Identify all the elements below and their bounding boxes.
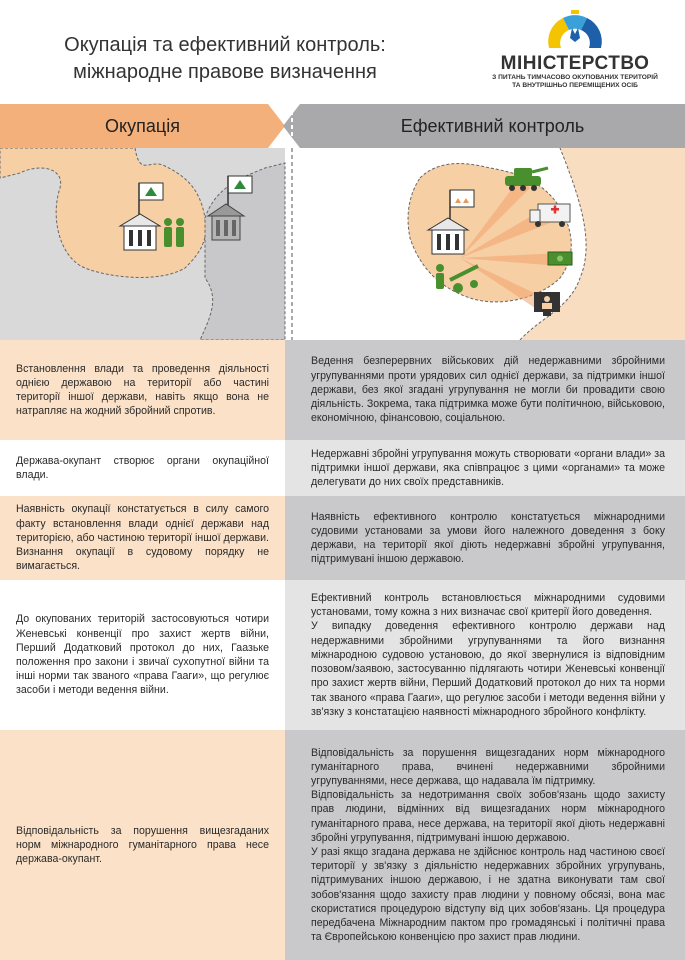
ministry-subtitle-2: ТА ВНУТРІШНЬО ПЕРЕМІЩЕНИХ ОСІБ [512,82,638,89]
occupation-cell [0,580,285,730]
header [0,0,685,104]
ministry-subtitle-1: З ПИТАНЬ ТИМЧАСОВО ОКУПОВАНИХ ТЕРИТОРІЙ [492,74,658,81]
occupation-cell [0,730,285,960]
title-line-1: Окупація та ефективний контроль: [64,34,386,56]
effective-control-cell [285,496,685,580]
comparison-row-5 [0,730,685,960]
effective-control-cell [285,730,685,960]
effective-control-text: Відповідальність за порушення вищезгаданих норм міжнародного гуманітарного права, вчинені недержавними збройними угрупуваннями, несе держава, що надавала їм підтримку. [311,746,665,787]
effective-control-cell [285,440,685,496]
money-icon [548,252,572,265]
occupation-cell [0,440,285,496]
comparison-row-1 [0,340,685,440]
effective-control-text: У разі якщо згадана держава не здійснює контроль над частиною своєї території у зв'язку з діяльністю недержавних збройних угрупувань, підтримуваних іншою державою, і не здатна виконувати там свої зобов'язання щодо захисту прав людини у повному обсязі, вона має скористатися процедурою відступу від цих зобов'язань. Ця процедура передбачена Міжнародним пактом про громадянські і політичні права та Європейською конвенцією про захист прав людини. [311,846,665,944]
effective-control-cell [285,580,685,730]
ministry-name: МІНІСТЕРСТВО [500,53,650,74]
occupation-text: Держава-окупант створює органи окупаційної влади. [16,454,269,481]
column-banner [0,104,685,148]
occupation-cell [0,496,285,580]
illustration-maps [0,148,685,340]
occupation-text: До окупованих територій застосовуються чотири Женевські конвенції про захист жертв війни, Перший Додатковий протокол до них, Гаазьке положення про закони і звичаї сухопутної війни та інші норми так званого «права Гааги», що регулює засоби і методи ведення війни. [16,613,269,697]
occupation-text: Відповідальність за порушення вищезгаданих норм міжнародного гуманітарного права несе держава-окупант. [16,824,269,866]
title-line-2: міжнародне правове визначення [73,61,377,83]
effective-control-text: Ведення безперервних військових дій недержавними збройними угрупуваннями проти урядових сил однієї держави, за підтримки іншої держави, без якої згадані угрупування не могли би провадити свою діяльність. Зокрема, така підтримка може бути політичною, військовою, економічною, фінансовою, соціальною. [311,355,665,425]
effective-control-text: У випадку доведення ефективного контролю держави над недержавними збройними угрупуваннями та його визнання міжнародною судовою установою, до якої звернулися із відповідним позовом/заявою, застосуванню підлягають чотири Женевські конвенції про захист жертв війни, Перший Додатковий протокол до них та норми так званого «права Гааги», що регулює засоби і методи ведення війни у зв'язку з констатацією наявності міжнародного збройного конфлікту. [311,620,665,718]
comparison-row-3 [0,496,685,580]
occupation-text: Встановлення влади та проведення діяльності однією державою на території або частині території іншої держави, навіть якщо вона не натрапляє на жодний збройний спротив. [16,362,269,418]
comparison-row-4 [0,580,685,730]
effective-control-text: Ефективний контроль встановлюється міжнародними судовими установами, тому кожна з них визначає свої критерії його доведення. [311,592,665,619]
effective-control-cell [285,340,685,440]
occupation-cell [0,340,285,440]
effective-control-heading: Ефективний контроль [400,116,585,136]
occupation-heading: Окупація [105,116,180,136]
maps-svg [0,148,685,340]
occupation-text: Наявність окупації констатується в силу самого факту встановлення влади однієї держави над територією, або частиною території іншої держави. Визнання окупації в судовому порядку не вимагається. [16,503,269,573]
effective-control-text: Відповідальність за недотримання своїх зобов'язань щодо захисту прав людини, відмінних від вищезгаданих норм міжнародного гуманітарного права, несе держава, на території якої діють недержавні збройні угрупування, підтримувані іншою державою. [311,789,665,844]
comparison-row-2 [0,440,685,496]
effective-control-text: Недержавні збройні угрупування можуть створювати «органи влади» за підтримки іншої держави, яка співпрацює з цими «органами» та може делегувати до них своїх представників. [311,447,665,489]
ministry-logo [470,8,680,90]
page-title [40,32,410,86]
effective-control-text: Наявність ефективного контролю констатується міжнародними судовими установами за умови його належного доведення з боку держави, на території якої діють недержавні збройні угрупування, підтримувані іншою державою. [311,510,665,566]
ministry-emblem-icon [543,8,607,52]
